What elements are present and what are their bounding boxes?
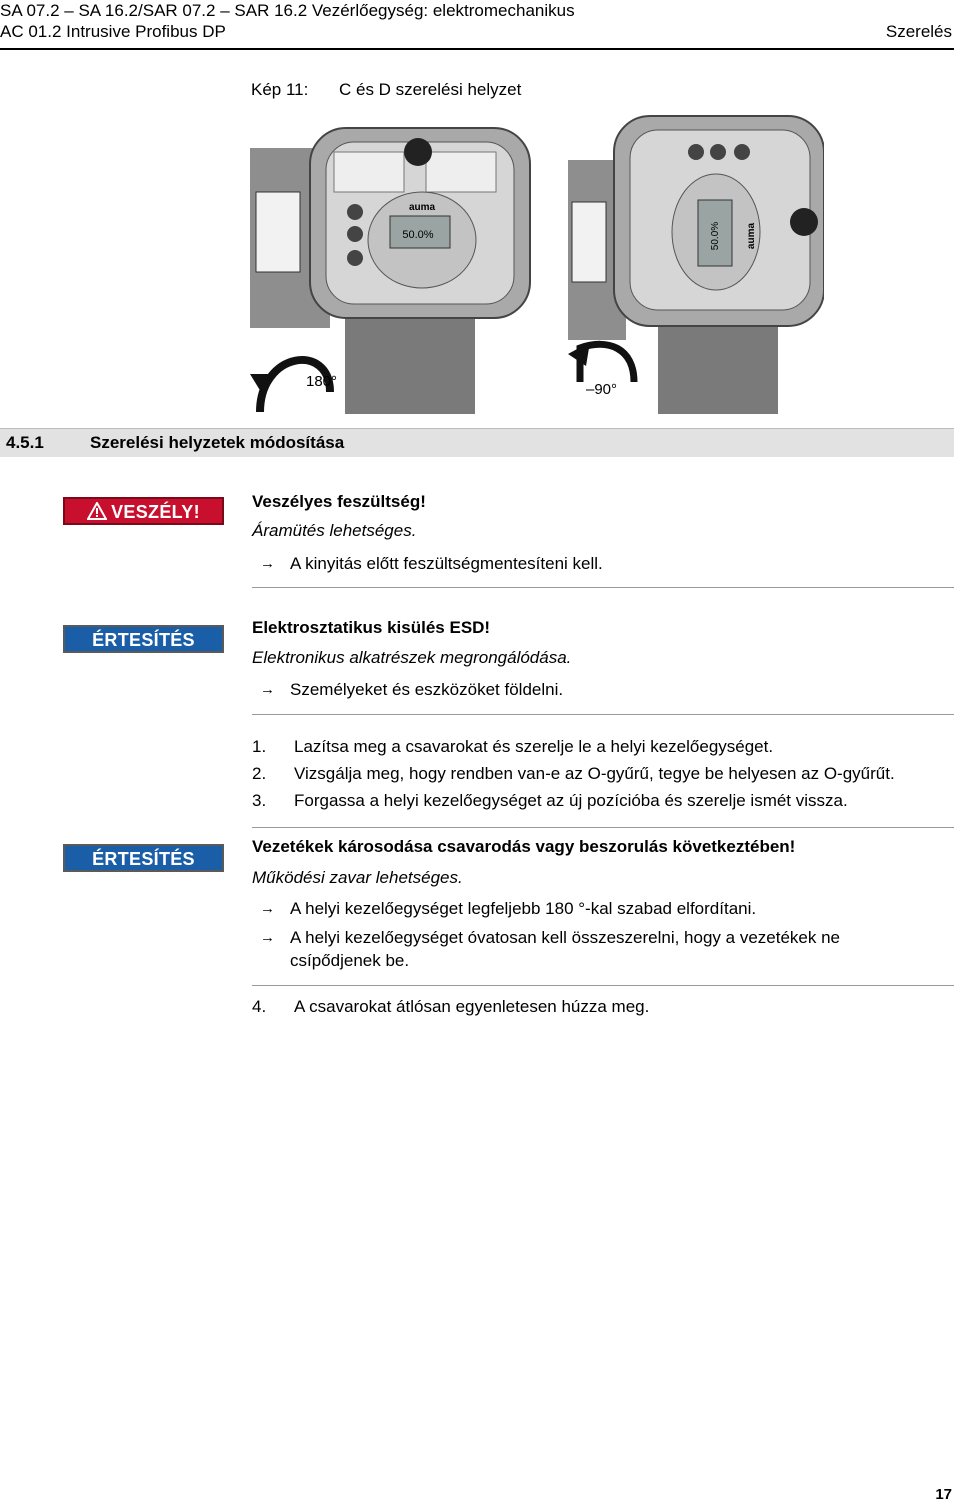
cables-action-2-cont: csípődjenek be. [290,951,410,970]
right-rotation-label: –90° [586,381,618,398]
esd-headline: Elektrosztatikus kisülés ESD! [252,618,491,637]
danger-badge-label: VESZÉLY! [111,502,200,522]
cables-headline: Vezetékek károsodása csavarodás vagy beszorulás következtében! [252,837,796,856]
cables-rule [252,985,954,986]
danger-rule [252,587,954,588]
section-title: Szerelési helyzetek módosítása [90,433,345,452]
left-brand-logo: auma [408,202,436,213]
esd-rule [252,714,954,715]
steps-rule [252,827,954,828]
header-product-line: SA 07.2 – SA 16.2/SAR 07.2 – SAR 16.2 Vezérlőegység: elektromechanikus [0,1,575,20]
figure-title: C és D szerelési helyzet [339,80,522,99]
header-section-name: Szerelés [885,22,952,41]
device-position-d-image [568,112,824,414]
arrow-icon: → [260,929,275,946]
cables-subline: Működési zavar lehetséges. [252,868,463,887]
danger-badge [63,497,224,525]
header-variant-line: AC 01.2 Intrusive Profibus DP [0,22,226,41]
header-rule [0,48,954,50]
notice-badge-esd: ÉRTESÍTÉS [63,625,224,653]
left-display-value: 50.0% [402,229,434,241]
danger-subline: Áramütés lehetséges. [252,521,417,540]
device-position-c-image [250,112,560,414]
danger-headline: Veszélyes feszültség! [252,492,426,511]
arrow-icon: → [260,681,275,698]
notice-badge-cables: ÉRTESÍTÉS [63,844,224,872]
section-heading [0,428,954,457]
figure-label: Kép 11: [251,80,309,99]
section-number: 4.5.1 [6,433,44,452]
esd-subline: Elektronikus alkatrészek megrongálódása. [252,648,572,667]
right-brand-logo: auma [746,222,757,250]
right-display-value: 50.0% [710,221,721,251]
left-rotation-label: 180° [306,373,338,390]
arrow-icon: → [260,555,275,572]
warning-triangle-icon [87,502,107,520]
page-number: 17 [935,1486,952,1503]
arrow-icon: → [260,900,275,917]
